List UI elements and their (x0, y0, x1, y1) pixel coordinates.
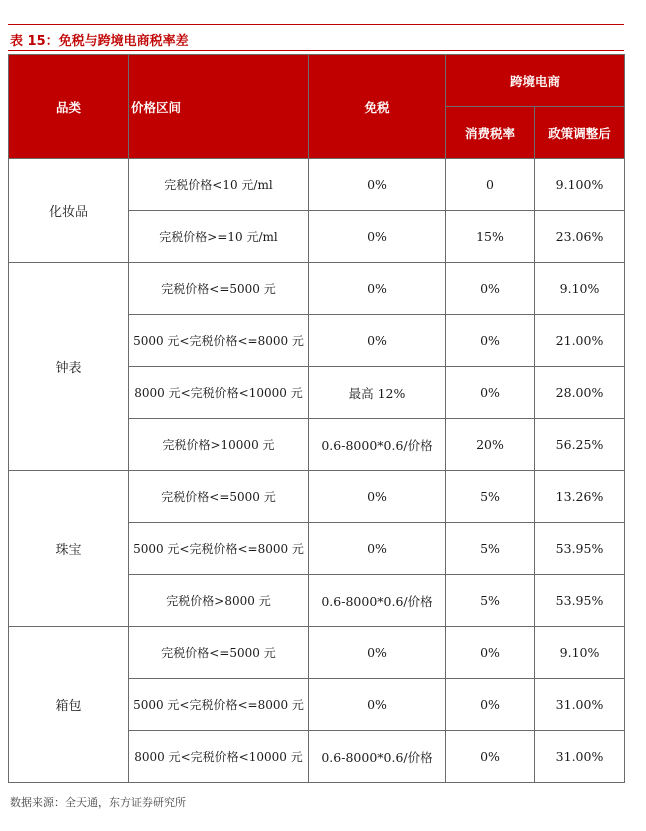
duty-free-cell: 0.6-8000*0.6/价格 (309, 419, 446, 471)
consumption-tax-cell: 0 (446, 159, 535, 211)
price-range-cell: 完税价格>8000 元 (129, 575, 309, 627)
table-caption: 表 15：免税与跨境电商税率差 (10, 34, 189, 49)
after-adjustment-cell: 53.95% (535, 575, 625, 627)
header-consumption-tax: 消费税率 (446, 107, 535, 159)
after-adjustment-cell: 31.00% (535, 679, 625, 731)
after-adjustment-cell: 9.10% (535, 263, 625, 315)
duty-free-cell: 0% (309, 679, 446, 731)
duty-free-cell: 0.6-8000*0.6/价格 (309, 575, 446, 627)
category-cell: 钟表 (9, 263, 129, 471)
data-source: 数据来源：全天通，东方证券研究所 (10, 796, 186, 809)
consumption-tax-cell: 0% (446, 679, 535, 731)
after-adjustment-cell: 28.00% (535, 367, 625, 419)
price-range-cell: 8000 元<完税价格<10000 元 (129, 731, 309, 783)
price-range-cell: 完税价格<=5000 元 (129, 471, 309, 523)
duty-free-cell: 0% (309, 263, 446, 315)
price-range-cell: 8000 元<完税价格<10000 元 (129, 367, 309, 419)
consumption-tax-cell: 0% (446, 315, 535, 367)
consumption-tax-cell: 5% (446, 575, 535, 627)
after-adjustment-cell: 56.25% (535, 419, 625, 471)
consumption-tax-cell: 15% (446, 211, 535, 263)
price-range-cell: 5000 元<完税价格<=8000 元 (129, 315, 309, 367)
duty-free-cell: 0% (309, 159, 446, 211)
category-cell: 箱包 (9, 627, 129, 783)
after-adjustment-cell: 21.00% (535, 315, 625, 367)
price-range-cell: 完税价格<10 元/ml (129, 159, 309, 211)
category-cell: 化妆品 (9, 159, 129, 263)
header-after-adjustment: 政策调整后 (535, 107, 625, 159)
price-range-cell: 完税价格<=5000 元 (129, 263, 309, 315)
consumption-tax-cell: 5% (446, 471, 535, 523)
consumption-tax-cell: 0% (446, 263, 535, 315)
top-rule (8, 24, 624, 25)
price-range-cell: 完税价格>=10 元/ml (129, 211, 309, 263)
header-price-range: 价格区间 (129, 55, 309, 159)
table-row (9, 263, 625, 315)
table-body (9, 159, 625, 783)
consumption-tax-cell: 0% (446, 367, 535, 419)
price-range-cell: 5000 元<完税价格<=8000 元 (129, 679, 309, 731)
table-row (9, 627, 625, 679)
duty-free-cell: 0.6-8000*0.6/价格 (309, 731, 446, 783)
header-category: 品类 (9, 55, 129, 159)
price-range-cell: 完税价格>10000 元 (129, 419, 309, 471)
duty-free-cell: 0% (309, 211, 446, 263)
consumption-tax-cell: 0% (446, 731, 535, 783)
consumption-tax-cell: 20% (446, 419, 535, 471)
after-adjustment-cell: 13.26% (535, 471, 625, 523)
consumption-tax-cell: 0% (446, 627, 535, 679)
duty-free-cell: 0% (309, 315, 446, 367)
table-row (9, 159, 625, 211)
after-adjustment-cell: 31.00% (535, 731, 625, 783)
tax-rate-table (8, 54, 625, 783)
after-adjustment-cell: 53.95% (535, 523, 625, 575)
after-adjustment-cell: 9.10% (535, 627, 625, 679)
header-duty-free: 免税 (309, 55, 446, 159)
duty-free-cell: 最高 12% (309, 367, 446, 419)
duty-free-cell: 0% (309, 523, 446, 575)
duty-free-cell: 0% (309, 627, 446, 679)
price-range-cell: 5000 元<完税价格<=8000 元 (129, 523, 309, 575)
duty-free-cell: 0% (309, 471, 446, 523)
header-cross-border: 跨境电商 (446, 55, 625, 107)
after-adjustment-cell: 23.06% (535, 211, 625, 263)
category-cell: 珠宝 (9, 471, 129, 627)
consumption-tax-cell: 5% (446, 523, 535, 575)
price-range-cell: 完税价格<=5000 元 (129, 627, 309, 679)
table-row (9, 471, 625, 523)
after-adjustment-cell: 9.100% (535, 159, 625, 211)
caption-rule (8, 50, 624, 51)
